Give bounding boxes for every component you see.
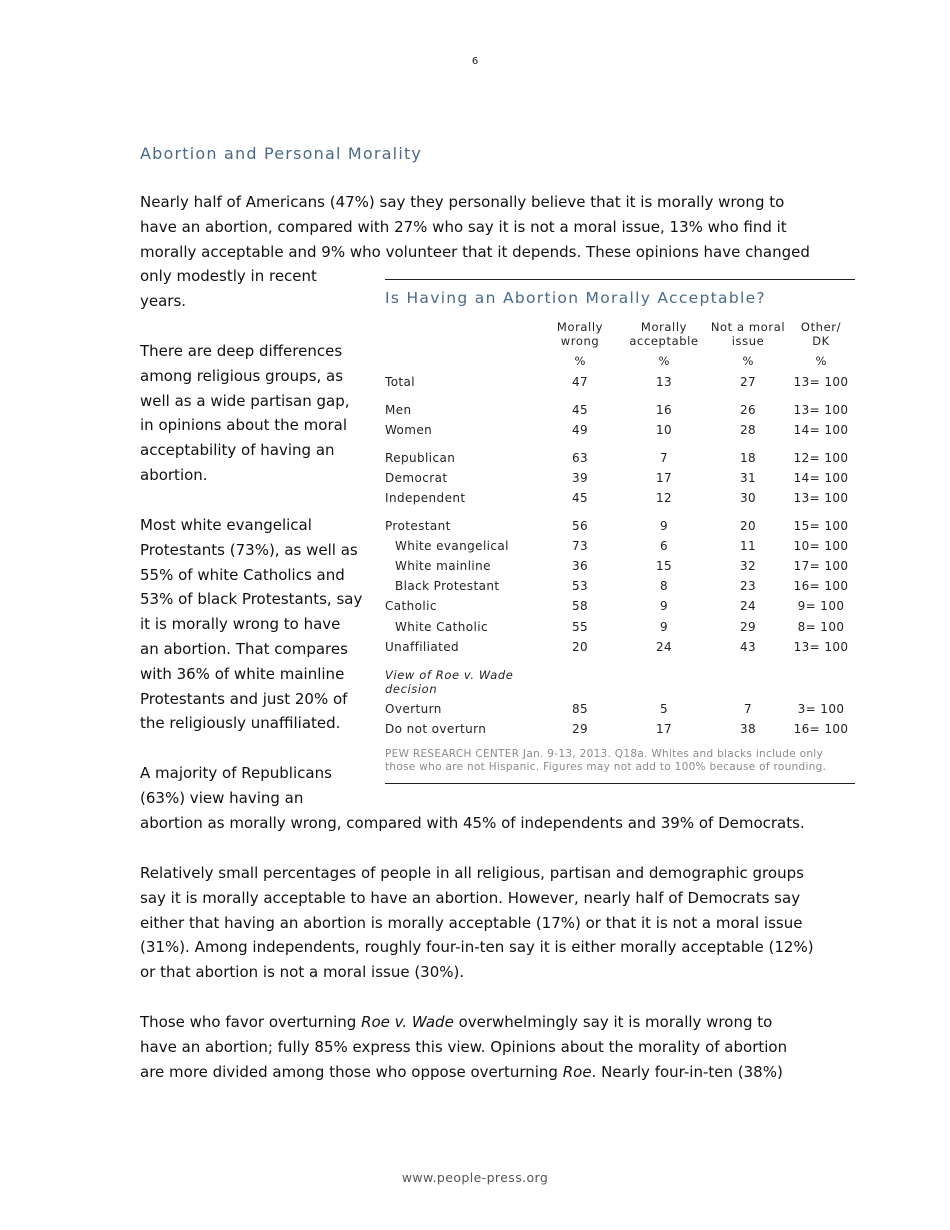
text-line: abortion. [140, 465, 208, 484]
table-source-note [385, 748, 855, 774]
table-row [385, 702, 855, 720]
text-line: an abortion. That compares [140, 639, 348, 658]
cell-value: 28 [739, 423, 757, 437]
row-label: White Catholic [395, 620, 488, 634]
cell-value: 45 [571, 491, 589, 505]
text-line: have an abortion, compared with 27% who say it is not a moral issue, 13% who find it [140, 217, 787, 236]
cell-value: 36 [571, 559, 589, 573]
cell-value: 31 [739, 471, 757, 485]
row-label: White evangelical [395, 539, 509, 553]
text-line [140, 1060, 830, 1085]
cell-value: 63 [571, 451, 589, 465]
row-label: Women [385, 423, 433, 437]
cell-value: 30 [739, 491, 757, 505]
cell-value: 8= 100 [797, 620, 845, 634]
percent-label: % [658, 354, 670, 368]
row-label: Republican [385, 451, 456, 465]
table-row [385, 471, 855, 489]
cell-value: 49 [571, 423, 589, 437]
table-row [385, 539, 855, 557]
cell-value: 14= 100 [793, 423, 849, 437]
table-row [385, 491, 855, 509]
table-row [385, 375, 855, 393]
row-label: Men [385, 403, 412, 417]
text-line: years. [140, 291, 187, 310]
row-label: Catholic [385, 599, 437, 613]
header-line: acceptable [629, 334, 699, 348]
paragraph-intro-continued [140, 264, 340, 314]
cell-value: 47 [571, 375, 589, 389]
row-label: Unaffiliated [385, 640, 460, 654]
cell-value: 14= 100 [793, 471, 849, 485]
cell-value: 5 [659, 702, 669, 716]
percent-label: % [815, 354, 827, 368]
text-line: the religiously unaffiliated. [140, 714, 341, 733]
text-line [140, 1010, 830, 1035]
table-row [385, 579, 855, 597]
cell-value: 29 [739, 620, 757, 634]
header-line: DK [812, 334, 830, 348]
text-fragment: are more divided among those who oppose overturning [140, 1062, 563, 1081]
column-header-morally-acceptable [624, 320, 704, 348]
cell-value: 20 [739, 519, 757, 533]
text-line: acceptability of having an [140, 441, 335, 460]
cell-value: 12= 100 [793, 451, 849, 465]
text-line: well as a wide partisan gap, [140, 391, 350, 410]
row-label: Democrat [385, 471, 448, 485]
paragraph-republicans [140, 761, 355, 811]
column-header-not-moral-issue [703, 320, 793, 348]
cell-value: 55 [571, 620, 589, 634]
row-label: White mainline [395, 559, 491, 573]
table-title: Is Having an Abortion Morally Acceptable? [385, 289, 766, 307]
cell-value: 73 [571, 539, 589, 553]
cell-value: 16 [655, 403, 673, 417]
cell-value: 53 [571, 579, 589, 593]
text-line: it is morally wrong to have [140, 615, 341, 634]
table-row [385, 599, 855, 617]
header-line: Other/ [800, 320, 842, 334]
text-fragment: overwhelmingly say it is morally wrong to [453, 1013, 773, 1031]
cell-value: 56 [571, 519, 589, 533]
cell-value: 9 [659, 519, 669, 533]
note-line: those who are not Hispanic. Figures may not add to 100% because of rounding. [385, 761, 827, 773]
cell-value: 16= 100 [793, 722, 849, 736]
text-line: Protestants and just 20% of [140, 689, 348, 708]
paragraph-roe-v-wade [140, 1010, 830, 1084]
cell-value: 13= 100 [793, 375, 849, 389]
cell-value: 13= 100 [793, 491, 849, 505]
cell-value: 24 [739, 599, 757, 613]
subheading-line: decision [385, 682, 438, 696]
text-line: in opinions about the moral [140, 416, 347, 435]
text-fragment: Those who favor overturning [140, 1013, 362, 1031]
paragraph-intro [140, 190, 830, 264]
paragraph-small-percentages [140, 861, 830, 985]
row-label: Total [385, 375, 416, 389]
text-line: or that abortion is not a moral issue (30%). [140, 963, 465, 982]
cell-value: 29 [571, 722, 589, 736]
header-line: wrong [560, 334, 600, 348]
text-line: morally acceptable and 9% who volunteer that it depends. These opinions have changed [140, 242, 810, 261]
text-line: say it is morally acceptable to have an abortion. However, nearly half of Democrats say [140, 888, 801, 907]
cell-value: 32 [739, 559, 757, 573]
cell-value: 13= 100 [793, 640, 849, 654]
cell-value: 20 [571, 640, 589, 654]
paragraph-republicans-continued [140, 811, 830, 836]
text-line: 55% of white Catholics and [140, 565, 345, 584]
text-line: 53% of black Protestants, say [140, 590, 363, 609]
cell-value: 6 [659, 539, 669, 553]
table-row [385, 559, 855, 577]
table-row [385, 403, 855, 421]
cell-value: 17 [655, 722, 673, 736]
text-line: A majority of Republicans [140, 764, 332, 782]
footer-url: www.people-press.org [401, 1170, 549, 1185]
cell-value: 24 [655, 640, 673, 654]
cell-value: 10= 100 [793, 539, 849, 553]
text-line: only modestly in recent [140, 267, 317, 285]
cell-value: 10 [655, 423, 673, 437]
header-line: issue [731, 334, 765, 348]
row-label: Overturn [385, 702, 442, 716]
table-row [385, 722, 855, 740]
text-line: Protestants (73%), as well as [140, 540, 358, 559]
cell-value: 7 [659, 451, 669, 465]
section-title: Abortion and Personal Morality [140, 144, 423, 163]
cell-value: 15= 100 [793, 519, 849, 533]
cell-value: 23 [739, 579, 757, 593]
text-line: (63%) view having an [140, 788, 304, 807]
header-line: Morally [556, 320, 604, 334]
text-line: There are deep differences [140, 342, 343, 360]
column-header-morally-wrong [540, 320, 620, 348]
column-header-other-dk [783, 320, 859, 348]
percent-label: % [574, 354, 586, 368]
subheading-line: View of Roe v. Wade [385, 668, 514, 682]
text-line: Most white evangelical [140, 516, 312, 534]
text-line: Relatively small percentages of people in all religious, partisan and demographic groups [140, 864, 804, 882]
paragraph-religious-differences [140, 339, 365, 488]
table-row [385, 620, 855, 638]
cell-value: 45 [571, 403, 589, 417]
row-label: Black Protestant [395, 579, 500, 593]
row-label: Protestant [385, 519, 451, 533]
cell-value: 43 [739, 640, 757, 654]
text-line: abortion as morally wrong, compared with 45% of independents and 39% of Democrats. [140, 814, 805, 832]
note-line: PEW RESEARCH CENTER Jan. 9-13, 2013. Q18a. Whites and blacks include only [385, 748, 824, 760]
case-name: Roe v. Wade [361, 1013, 454, 1031]
paragraph-evangelicals [140, 513, 365, 736]
cell-value: 8 [659, 579, 669, 593]
cell-value: 7 [743, 702, 753, 716]
cell-value: 17= 100 [793, 559, 849, 573]
table-row [385, 519, 855, 537]
cell-value: 13 [655, 375, 673, 389]
text-line: among religious groups, as [140, 366, 344, 385]
text-line: with 36% of white mainline [140, 664, 345, 683]
cell-value: 38 [739, 722, 757, 736]
percent-label: % [742, 354, 754, 368]
text-line: (31%). Among independents, roughly four-in-ten say it is either morally acceptable (12%) [140, 938, 814, 957]
cell-value: 9 [659, 620, 669, 634]
cell-value: 3= 100 [797, 702, 845, 716]
cell-value: 27 [739, 375, 757, 389]
cell-value: 13= 100 [793, 403, 849, 417]
table-row [385, 451, 855, 469]
text-fragment: . Nearly four-in-ten (38%) [591, 1062, 783, 1081]
header-line: Not a moral [710, 320, 786, 334]
cell-value: 15 [655, 559, 673, 573]
cell-value: 58 [571, 599, 589, 613]
row-label: Do not overturn [385, 722, 487, 736]
text-line: have an abortion; fully 85% express this view. Opinions about the morality of abortion [140, 1037, 788, 1056]
text-line: either that having an abortion is morally acceptable (17%) or that it is not a moral issue [140, 913, 803, 932]
page-number: 6 [471, 56, 479, 67]
cell-value: 12 [655, 491, 673, 505]
case-name: Roe [562, 1062, 592, 1081]
table-row [385, 423, 855, 441]
cell-value: 18 [739, 451, 757, 465]
abortion-morality-table [385, 279, 855, 784]
cell-value: 9= 100 [797, 599, 845, 613]
cell-value: 17 [655, 471, 673, 485]
cell-value: 9 [659, 599, 669, 613]
cell-value: 11 [739, 539, 757, 553]
header-line: Morally [640, 320, 688, 334]
cell-value: 85 [571, 702, 589, 716]
cell-value: 16= 100 [793, 579, 849, 593]
cell-value: 39 [571, 471, 589, 485]
cell-value: 26 [739, 403, 757, 417]
table-row [385, 640, 855, 658]
roe-v-wade-subheading [385, 668, 513, 696]
row-label: Independent [385, 491, 466, 505]
text-line: Nearly half of Americans (47%) say they personally believe that it is morally wrong to [140, 193, 785, 211]
